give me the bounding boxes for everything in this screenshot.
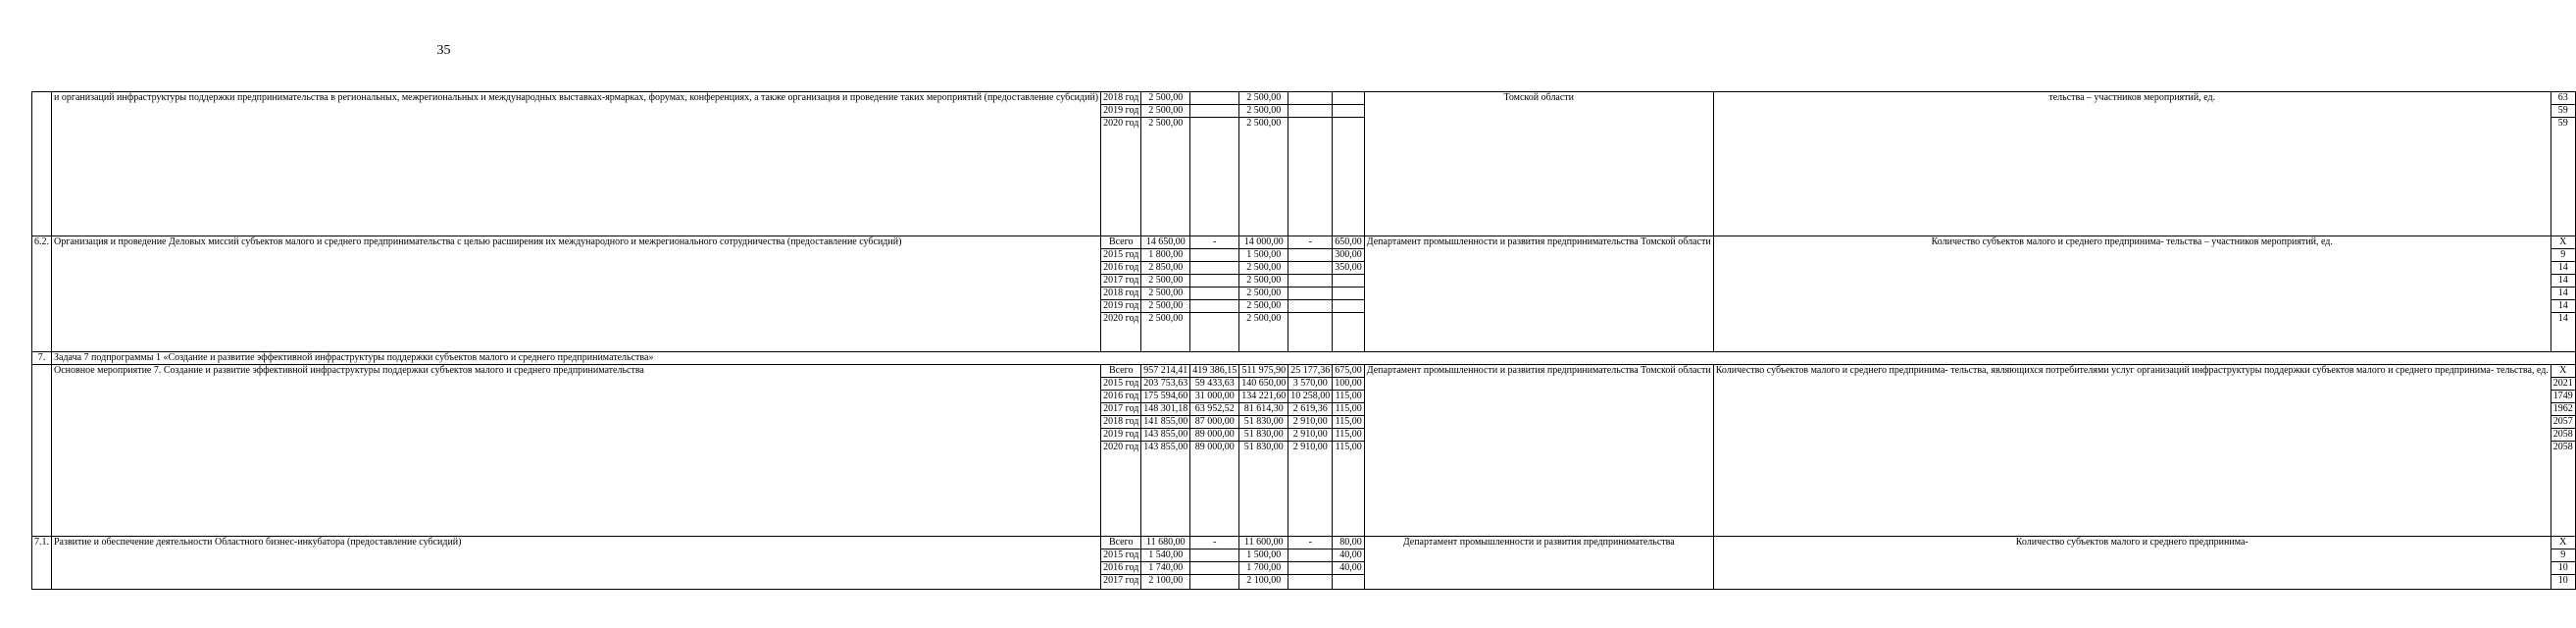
total-cell: 2 500,00 <box>1141 105 1190 118</box>
total-cell: 175 594,60 <box>1141 391 1190 403</box>
year-cell: 2015 год <box>1101 249 1141 262</box>
page-number: 35 <box>436 43 451 58</box>
federal-cell <box>1190 288 1239 300</box>
extrabudget-cell <box>1333 575 1365 590</box>
regional-cell: 2 100,00 <box>1239 575 1288 590</box>
municipal-cell: 25 177,36 <box>1288 365 1333 378</box>
task-row <box>32 352 2576 365</box>
extrabudget-cell: 40,00 <box>1333 550 1365 562</box>
indicator-value: 2058 <box>2551 442 2575 537</box>
regional-cell: 2 500,00 <box>1239 92 1288 105</box>
indicator-cell: тельства – участников мероприятий, ед. <box>1713 92 2551 236</box>
total-cell: 1 740,00 <box>1141 562 1190 575</box>
measure-name: Развитие и обеспечение деятельности Областного бизнес-инкубатора (предоставление субсидий) <box>52 537 1101 590</box>
year-cell: 2017 год <box>1101 575 1141 590</box>
extrabudget-cell: 100,00 <box>1333 378 1365 391</box>
federal-cell <box>1190 262 1239 275</box>
indicator-cell: Количество субъектов малого и среднего предпринима- тельства, являющихся потребителями услуг организаций инфраструктуры поддержки субъектов малого и среднего предпринима- тельства, ед. <box>1713 365 2551 537</box>
measure-name: Основное мероприятие 7. Создание и развитие эффективной инфраструктуры поддержки субъектов малого и среднего предпринимательства <box>52 365 1101 537</box>
regional-cell: 2 500,00 <box>1239 105 1288 118</box>
table-row <box>32 537 2576 550</box>
indicator-value: Х <box>2551 236 2575 249</box>
municipal-cell <box>1288 550 1333 562</box>
regional-cell: 51 830,00 <box>1239 442 1288 537</box>
regional-cell: 11 600,00 <box>1239 537 1288 550</box>
row-number <box>32 365 52 537</box>
federal-cell <box>1190 562 1239 575</box>
table-row <box>32 92 2576 105</box>
extrabudget-cell <box>1333 105 1365 118</box>
federal-cell <box>1190 118 1239 236</box>
regional-cell: 140 650,00 <box>1239 378 1288 391</box>
federal-cell <box>1190 550 1239 562</box>
total-cell: 2 500,00 <box>1141 300 1190 313</box>
indicator-value: 59 <box>2551 105 2575 118</box>
federal-cell: 63 952,52 <box>1190 403 1239 416</box>
extrabudget-cell <box>1333 288 1365 300</box>
year-cell: 2016 год <box>1101 562 1141 575</box>
federal-cell: 31 000,00 <box>1190 391 1239 403</box>
indicator-value: 2021 <box>2551 378 2575 391</box>
measure-name: и организаций инфраструктуры поддержки предпринимательства в региональных, межрегиональных и международных выставках-ярмарках, форумах, конференциях, а также организация и проведение таких мероприятий (предоставление субсидий) <box>52 92 1101 236</box>
regional-cell: 1 500,00 <box>1239 550 1288 562</box>
municipal-cell <box>1288 288 1333 300</box>
municipal-cell: - <box>1288 236 1333 249</box>
total-cell: 2 500,00 <box>1141 288 1190 300</box>
year-cell: 2015 год <box>1101 378 1141 391</box>
extrabudget-cell: 115,00 <box>1333 442 1365 537</box>
indicator-value: 10 <box>2551 562 2575 575</box>
indicator-value: 1962 <box>2551 403 2575 416</box>
indicator-value: 63 <box>2551 92 2575 105</box>
year-cell: 2016 год <box>1101 391 1141 403</box>
year-cell: 2020 год <box>1101 118 1141 236</box>
federal-cell: 419 386,15 <box>1190 365 1239 378</box>
municipal-cell <box>1288 275 1333 288</box>
federal-cell: 89 000,00 <box>1190 442 1239 537</box>
indicator-value: 14 <box>2551 275 2575 288</box>
extrabudget-cell: 115,00 <box>1333 403 1365 416</box>
year-cell: Всего <box>1101 365 1141 378</box>
federal-cell <box>1190 275 1239 288</box>
year-cell: 2019 год <box>1101 300 1141 313</box>
federal-cell: 89 000,00 <box>1190 429 1239 442</box>
regional-cell: 2 500,00 <box>1239 118 1288 236</box>
extrabudget-cell: 350,00 <box>1333 262 1365 275</box>
federal-cell <box>1190 575 1239 590</box>
regional-cell: 2 500,00 <box>1239 275 1288 288</box>
municipal-cell <box>1288 562 1333 575</box>
total-cell: 143 855,00 <box>1141 429 1190 442</box>
department-cell: Томской области <box>1364 92 1713 236</box>
municipal-cell <box>1288 575 1333 590</box>
municipal-cell: 3 570,00 <box>1288 378 1333 391</box>
municipal-cell <box>1288 92 1333 105</box>
extrabudget-cell <box>1333 118 1365 236</box>
total-cell: 141 855,00 <box>1141 416 1190 429</box>
year-cell: 2018 год <box>1101 288 1141 300</box>
table-row <box>32 236 2576 249</box>
regional-cell: 2 500,00 <box>1239 300 1288 313</box>
municipal-cell: 2 910,00 <box>1288 442 1333 537</box>
indicator-value: 14 <box>2551 300 2575 313</box>
year-cell: 2020 год <box>1101 313 1141 352</box>
indicator-value: 1749 <box>2551 391 2575 403</box>
row-number: 6.2. <box>32 236 52 352</box>
regional-cell: 51 830,00 <box>1239 429 1288 442</box>
extrabudget-cell: 115,00 <box>1333 391 1365 403</box>
extrabudget-cell <box>1333 313 1365 352</box>
federal-cell <box>1190 249 1239 262</box>
federal-cell: 59 433,63 <box>1190 378 1239 391</box>
task-title: Задача 7 подпрограммы 1 «Создание и развитие эффективной инфраструктуры поддержки субъектов малого и среднего предпринимательства» <box>52 352 2576 365</box>
indicator-value: 59 <box>2551 118 2575 236</box>
municipal-cell: 10 258,00 <box>1288 391 1333 403</box>
municipal-cell <box>1288 105 1333 118</box>
federal-cell <box>1190 105 1239 118</box>
year-cell: 2016 год <box>1101 262 1141 275</box>
municipal-cell <box>1288 118 1333 236</box>
federal-cell: - <box>1190 537 1239 550</box>
regional-cell: 511 975,90 <box>1239 365 1288 378</box>
indicator-cell: Количество субъектов малого и среднего предпринима- тельства – участников мероприятий, ед. <box>1713 236 2551 352</box>
federal-cell <box>1190 92 1239 105</box>
regional-cell: 2 500,00 <box>1239 262 1288 275</box>
extrabudget-cell <box>1333 275 1365 288</box>
indicator-value: 9 <box>2551 550 2575 562</box>
indicator-value: 14 <box>2551 288 2575 300</box>
year-cell: 2017 год <box>1101 275 1141 288</box>
year-cell: Всего <box>1101 236 1141 249</box>
total-cell: 14 650,00 <box>1141 236 1190 249</box>
indicator-value: 2057 <box>2551 416 2575 429</box>
total-cell: 203 753,63 <box>1141 378 1190 391</box>
municipal-cell: - <box>1288 537 1333 550</box>
extrabudget-cell: 80,00 <box>1333 537 1365 550</box>
indicator-value: Х <box>2551 365 2575 378</box>
year-cell: 2015 год <box>1101 550 1141 562</box>
municipal-cell: 2 910,00 <box>1288 429 1333 442</box>
municipal-cell <box>1288 313 1333 352</box>
indicator-value: 14 <box>2551 262 2575 275</box>
row-number: 7.1. <box>32 537 52 590</box>
indicator-value: 9 <box>2551 249 2575 262</box>
municipal-cell <box>1288 300 1333 313</box>
regional-cell: 51 830,00 <box>1239 416 1288 429</box>
indicator-value: 10 <box>2551 575 2575 590</box>
municipal-cell: 2 619,36 <box>1288 403 1333 416</box>
total-cell: 2 500,00 <box>1141 92 1190 105</box>
federal-cell <box>1190 313 1239 352</box>
indicator-value: 14 <box>2551 313 2575 352</box>
total-cell: 957 214,41 <box>1141 365 1190 378</box>
extrabudget-cell: 300,00 <box>1333 249 1365 262</box>
total-cell: 148 301,18 <box>1141 403 1190 416</box>
year-cell: Всего <box>1101 537 1141 550</box>
extrabudget-cell: 675,00 <box>1333 365 1365 378</box>
year-cell: 2018 год <box>1101 92 1141 105</box>
regional-cell: 2 500,00 <box>1239 288 1288 300</box>
regional-cell: 1 700,00 <box>1239 562 1288 575</box>
federal-cell <box>1190 300 1239 313</box>
indicator-cell: Количество субъектов малого и среднего предпринима- <box>1713 537 2551 590</box>
regional-cell: 1 500,00 <box>1239 249 1288 262</box>
total-cell: 2 500,00 <box>1141 313 1190 352</box>
municipal-cell <box>1288 249 1333 262</box>
total-cell: 1 540,00 <box>1141 550 1190 562</box>
total-cell: 2 500,00 <box>1141 275 1190 288</box>
total-cell: 143 855,00 <box>1141 442 1190 537</box>
year-cell: 2019 год <box>1101 429 1141 442</box>
regional-cell: 2 500,00 <box>1239 313 1288 352</box>
total-cell: 1 800,00 <box>1141 249 1190 262</box>
year-cell: 2018 год <box>1101 416 1141 429</box>
municipal-cell <box>1288 262 1333 275</box>
total-cell: 2 850,00 <box>1141 262 1190 275</box>
year-cell: 2020 год <box>1101 442 1141 537</box>
year-cell: 2017 год <box>1101 403 1141 416</box>
extrabudget-cell: 115,00 <box>1333 416 1365 429</box>
indicator-value: Х <box>2551 537 2575 550</box>
total-cell: 2 500,00 <box>1141 118 1190 236</box>
indicator-value: 2058 <box>2551 429 2575 442</box>
extrabudget-cell <box>1333 92 1365 105</box>
extrabudget-cell: 40,00 <box>1333 562 1365 575</box>
total-cell: 11 680,00 <box>1141 537 1190 550</box>
federal-cell: 87 000,00 <box>1190 416 1239 429</box>
table-row <box>32 365 2576 378</box>
department-cell: Департамент промышленности и развития предпринимательства Томской области <box>1364 365 1713 537</box>
year-cell: 2019 год <box>1101 105 1141 118</box>
extrabudget-cell: 115,00 <box>1333 429 1365 442</box>
extrabudget-cell <box>1333 300 1365 313</box>
measure-name: Организация и проведение Деловых миссий субъектов малого и среднего предпринимательства с целью расширения их международного и межрегионального сотрудничества (предоставление субсидий) <box>52 236 1101 352</box>
regional-cell: 81 614,30 <box>1239 403 1288 416</box>
regional-cell: 134 221,60 <box>1239 391 1288 403</box>
federal-cell: - <box>1190 236 1239 249</box>
task-number: 7. <box>32 352 52 365</box>
extrabudget-cell: 650,00 <box>1333 236 1365 249</box>
department-cell: Департамент промышленности и развития предпринимательства <box>1364 537 1713 590</box>
department-cell: Департамент промышленности и развития предпринимательства Томской области <box>1364 236 1713 352</box>
regional-cell: 14 000,00 <box>1239 236 1288 249</box>
municipal-cell: 2 910,00 <box>1288 416 1333 429</box>
row-number <box>32 92 52 236</box>
program-table <box>31 91 2576 590</box>
total-cell: 2 100,00 <box>1141 575 1190 590</box>
